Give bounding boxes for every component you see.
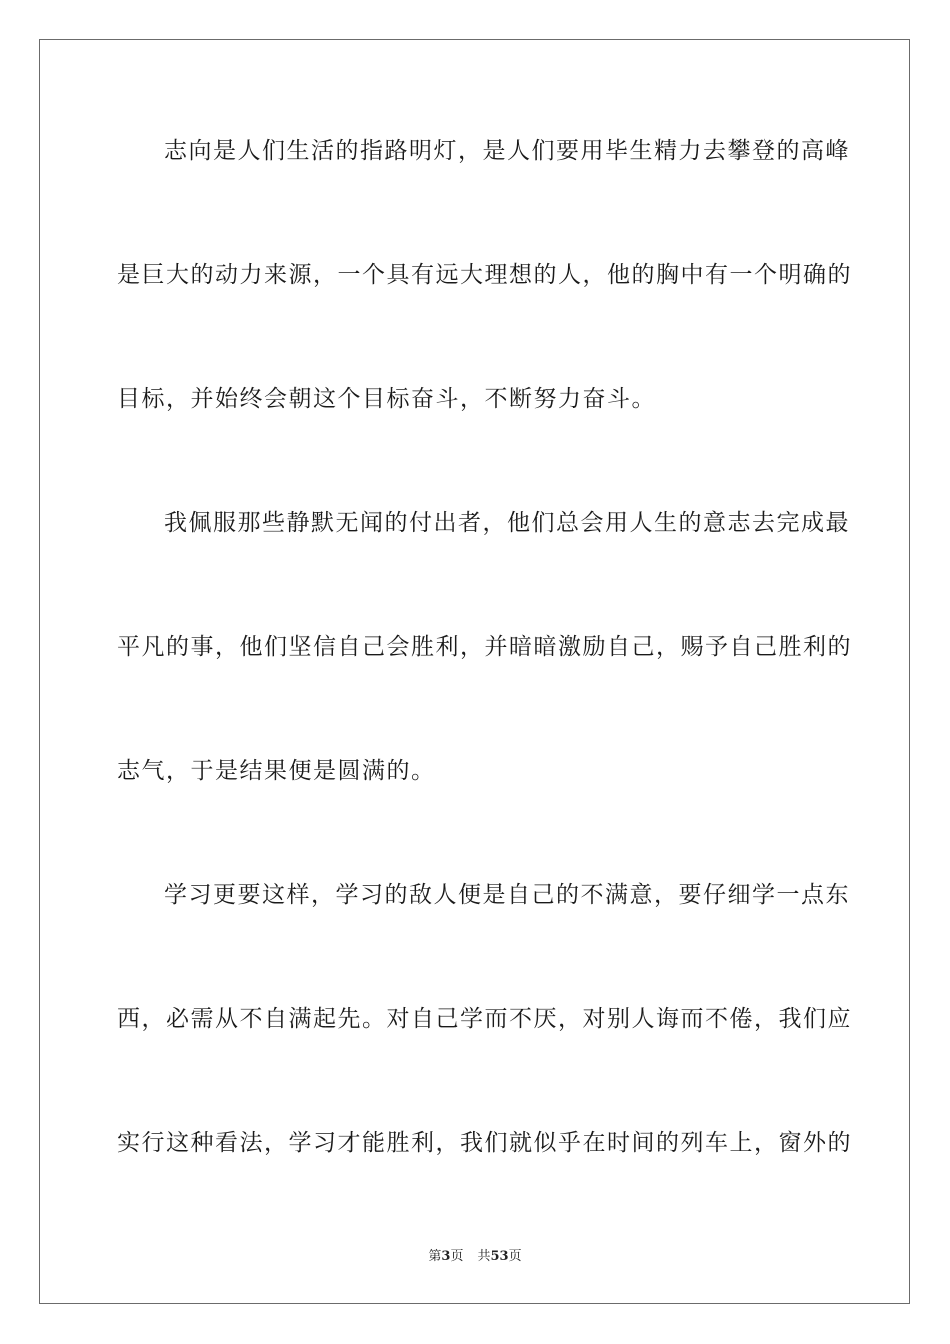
paragraph-3-line-3: 实行这种看法，学习才能胜利，我们就似乎在时间的列车上，窗外的 bbox=[117, 1130, 852, 1156]
paragraph-1-line-3: 目标，并始终会朝这个目标奋斗，不断努力奋斗。 bbox=[117, 386, 656, 412]
paragraph-3-line-2: 西，必需从不自满起先。对自己学而不厌，对别人诲而不倦，我们应 bbox=[117, 1006, 852, 1032]
paragraph-1-line-1: 志向是人们生活的指路明灯，是人们要用毕生精力去攀登的高峰 bbox=[164, 138, 850, 164]
paragraph-2-line-3: 志气，于是结果便是圆满的。 bbox=[117, 758, 436, 784]
total-prefix: 共 bbox=[477, 1249, 491, 1264]
page-suffix: 页 bbox=[450, 1249, 464, 1264]
total-pages: 53 bbox=[490, 1249, 509, 1264]
total-suffix: 页 bbox=[508, 1249, 522, 1264]
page-footer bbox=[0, 1248, 950, 1266]
paragraph-3-line-1: 学习更要这样，学习的敌人便是自己的不满意，要仔细学一点东 bbox=[164, 882, 850, 908]
paragraph-2-line-1: 我佩服那些静默无闻的付出者，他们总会用人生的意志去完成最 bbox=[164, 510, 850, 536]
page-prefix: 第 bbox=[428, 1249, 442, 1264]
paragraph-2-line-2: 平凡的事，他们坚信自己会胜利，并暗暗激励自己，赐予自己胜利的 bbox=[117, 634, 852, 660]
page-number: 3 bbox=[441, 1249, 451, 1264]
paragraph-1-line-2: 是巨大的动力来源，一个具有远大理想的人，他的胸中有一个明确的 bbox=[117, 262, 852, 288]
page-border bbox=[39, 39, 910, 1304]
